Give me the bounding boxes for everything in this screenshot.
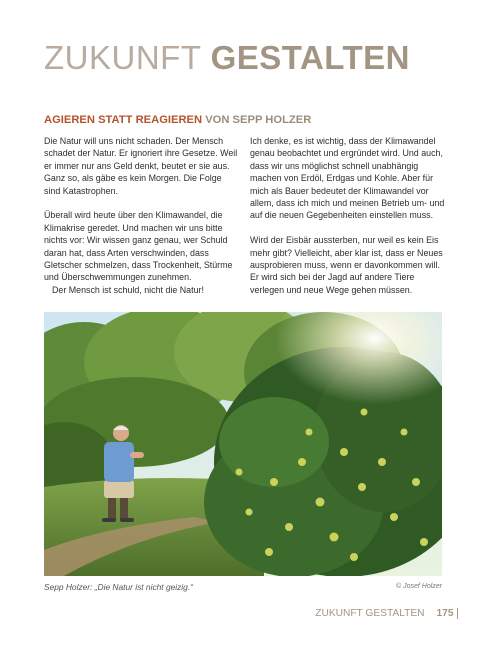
- paragraph: Ich denke, es ist wichtig, dass der Klimawandel genau beobachtet und ergründet wird. Und auch, dass wir uns möglichst schnell unabhängig machen von Erdöl, Erdgas und Kohle. Aber für mich als Bauer bedeutet der Klimawandel vor allem, dass ich mich und meinen Betrieb um- und auf die neuen Gegebenheiten einstellen muss.: [250, 136, 445, 221]
- title-light: ZUKUNFT: [44, 39, 201, 76]
- photo-sepp-holzer: [44, 312, 442, 576]
- left-column: [44, 135, 239, 296]
- photo-caption: Sepp Holzer: „Die Natur ist nicht geizig.“: [44, 582, 193, 592]
- paragraph: Wird der Eisbär aussterben, nur weil es kein Eis mehr gibt? Vielleicht, aber klar ist, dass er Neues ausprobieren muss, wenn er davonkommen will. Er wird sich bei der Jagd auf andere Tiere verlegen und neue Wege gehen müssen.: [250, 235, 443, 295]
- heading-main: AGIEREN STATT REAGIEREN: [44, 114, 203, 126]
- photo-credit: © Josef Holzer: [395, 583, 442, 590]
- heading-author: VON SEPP HOLZER: [205, 114, 312, 126]
- footer-section: ZUKUNFT GESTALTEN: [315, 608, 425, 619]
- title-bold: GESTALTEN: [210, 39, 411, 76]
- page-number: 175: [436, 608, 454, 619]
- paragraph: Überall wird heute über den Klimawandel, die Klimakrise geredet. Und machen wir uns bitte nichts vor: Wir wissen ganz genau, wer Schuld daran hat, dass Arten verschwinden, dass Gletscher schmelzen, dass Trockenheit, Stürme und Überschwemmungen zunehmen.: [44, 210, 233, 283]
- paragraph: Die Natur will uns nicht schaden. Der Mensch schadet der Natur. Er ignoriert ihre Gesetze. Weil er immer nur ans Geld denkt, beutet er sie aus. Ganz so, als gäbe es kein Morgen. Die Folge sind Katastrophen.: [44, 136, 238, 196]
- footer-divider: [457, 608, 459, 619]
- right-column: [250, 135, 445, 296]
- paragraph: Der Mensch ist schuld, nicht die Natur!: [52, 284, 204, 295]
- page-title: [44, 38, 410, 78]
- section-heading: [44, 113, 311, 127]
- page-footer: [315, 608, 458, 619]
